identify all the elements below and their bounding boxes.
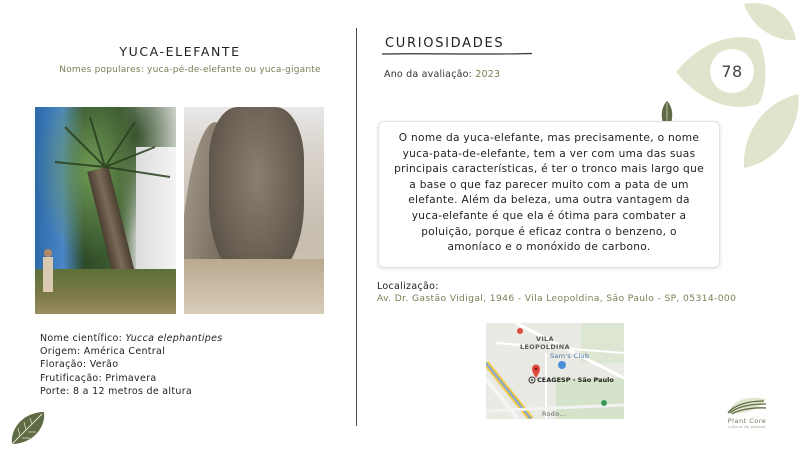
location-label: Localização: (377, 281, 439, 292)
location-map[interactable] (486, 323, 624, 419)
flowering: Floração: Verão (40, 359, 119, 371)
plant-title: YUCA-ELEFANTE (119, 44, 241, 59)
evaluation-year: Ano da avaliação: 2023 (384, 69, 501, 80)
scientific-name: Nome científico: Yucca elephantipes (40, 333, 223, 344)
page-number-badge: 78 (721, 62, 743, 81)
fruiting: Frutificação: Primavera (40, 372, 157, 384)
map-district-label: VILA (536, 335, 554, 343)
leaf-decoration-bottom-left (8, 408, 48, 448)
trunk-photo-closeup (184, 107, 324, 314)
map-poi-sams-club: Sam's Club (550, 352, 590, 360)
location-address: Av. Dr. Gastão Vidigal, 1946 - Vila Leopoldina, São Paulo - SP, 05314-000 (377, 293, 737, 304)
plant-photo-full (35, 107, 176, 314)
brand-name: Plant Core (727, 417, 767, 425)
map-road-label: Rodo... (542, 410, 567, 418)
plant-core-logo-icon (724, 393, 770, 417)
curiosity-text-box: O nome da yuca-elefante, mas precisamente, o nome yuca-pata-de-elefante, tem a ver com uma das suas principais características, é ter o tronco mais largo que a base o que faz parecer muito com a pata de um elefante. Além da beleza, uma outra vantagem da yuca-elefante é que ela é ótima para combater a poluição, porque é eficaz contra o benzeno, o amoníaco e o monóxido de carbono. (378, 121, 720, 268)
map-district-label-2: LEOPOLDINA (520, 343, 570, 351)
curiosities-heading: CURIOSIDADES (385, 36, 505, 51)
brand-tagline: cultura de plantas (728, 425, 766, 429)
map-poi-ceagesp: CEAGESP - São Paulo (537, 376, 614, 384)
heading-underline (382, 52, 532, 56)
column-divider (356, 28, 357, 426)
origin: Origem: América Central (40, 346, 166, 358)
size: Porte: 8 a 12 metros de altura (40, 385, 193, 397)
plant-info (40, 332, 223, 398)
popular-names: Nomes populares: yuca-pé-de-elefante ou yuca-gigante (59, 65, 321, 75)
